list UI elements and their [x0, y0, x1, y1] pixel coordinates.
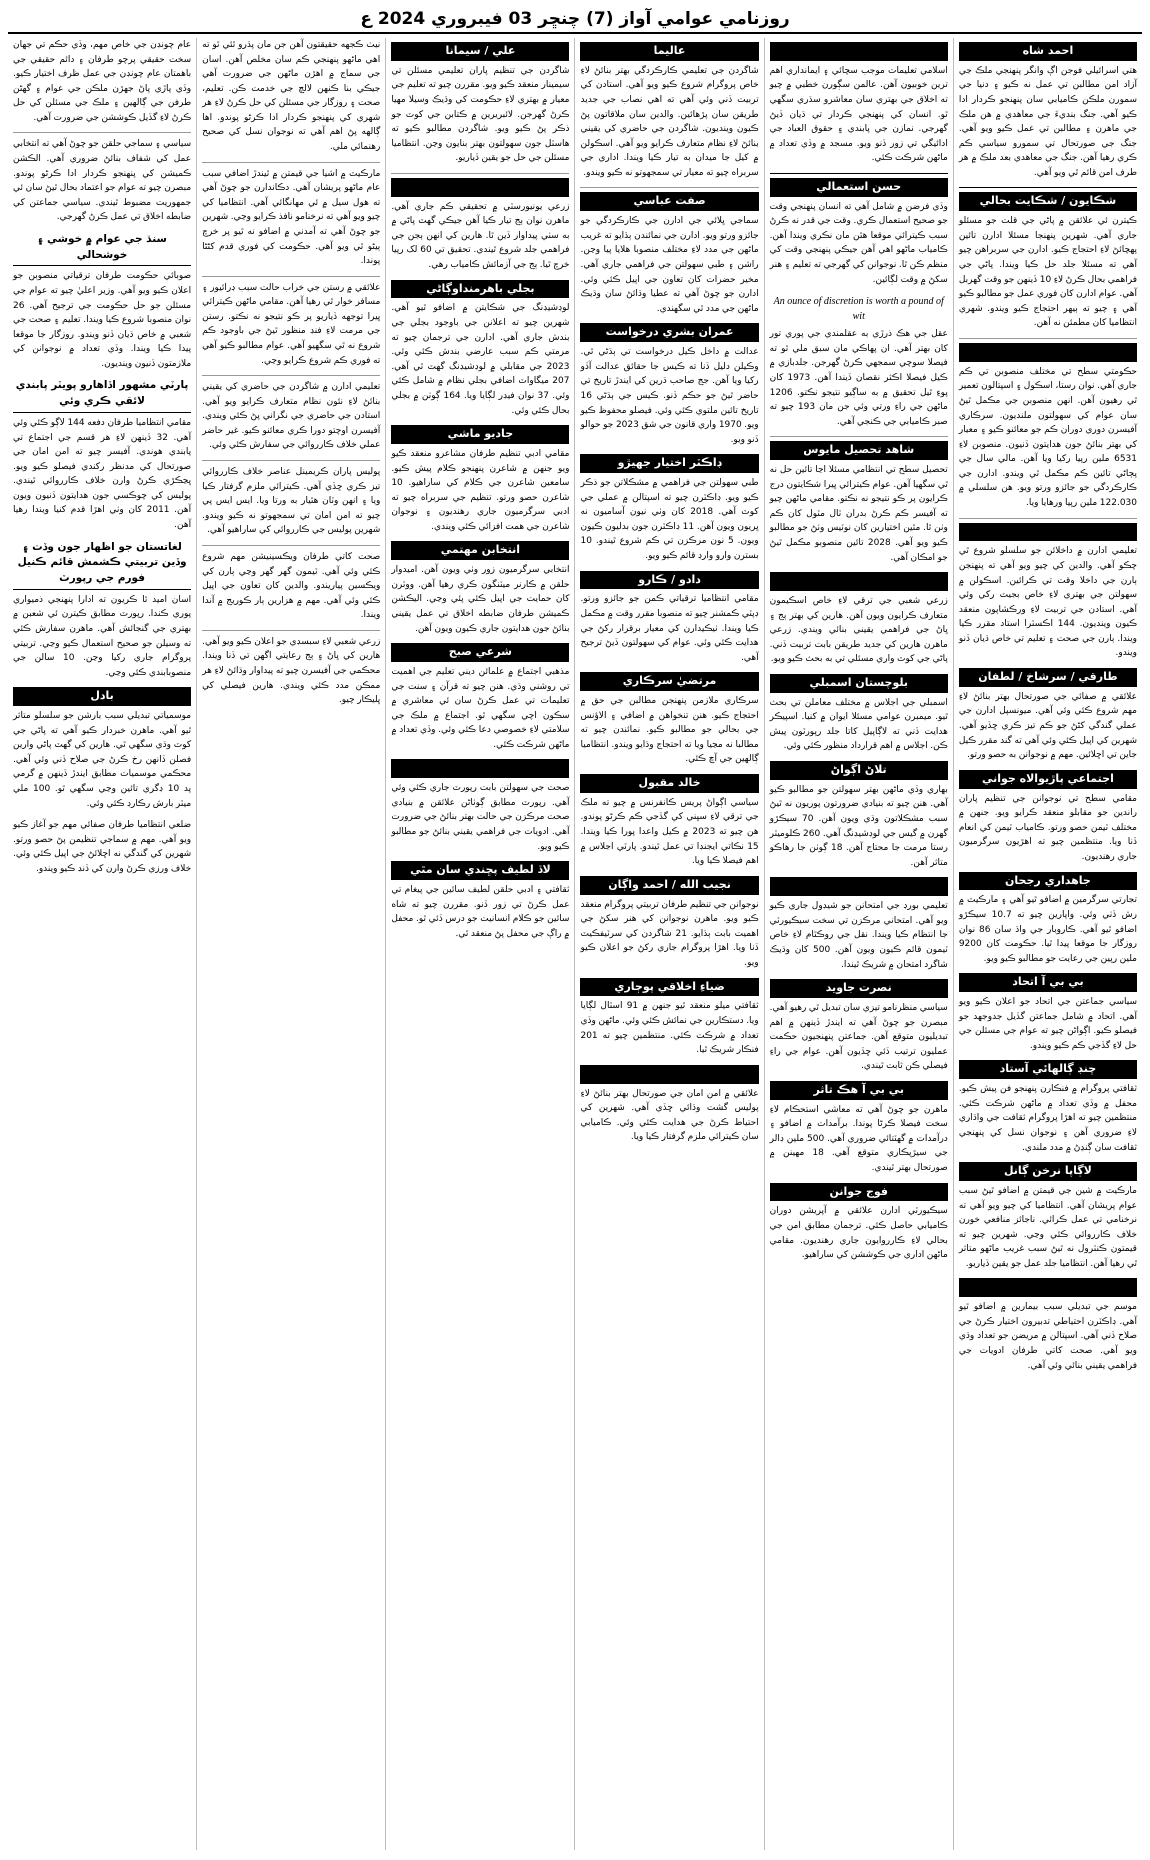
article-body: تحصيل سطح تي انتظامي مسئلا اڃا تائين حل نه ٿي سگهيا آهن. عوام ڪيترائي ڀيرا شڪايتون درج ڪرايون پر ڪو نتيجو نه نڪتو. مقامي ماڻهن چيو ته آفيسر ڪم ڪرڻ بدران ٽال مٽول کان ڪم وٺن ٿا. مٿين اختيارين کان نوٽيس وٺڻ جو مطالبو ڪيو ويو آهي. 2028 تائين منصوبو مڪمل ٿيڻ جو امڪان آهي.	[769, 465, 948, 563]
article-subhead: پارٽي مشهور اڏاهارو پويٽر پابندي لائقي ڪري وئي	[13, 378, 191, 413]
article-headline	[391, 759, 569, 778]
article	[202, 380, 380, 453]
article	[391, 178, 569, 273]
article	[391, 643, 569, 752]
article	[391, 759, 569, 854]
article	[959, 42, 1137, 180]
masthead	[8, 6, 1142, 34]
article-headline: اجتماعي پاڙيوالاه جواني	[959, 770, 1137, 789]
article	[580, 672, 758, 767]
article-headline: لاڏ لطيف پڇندي سان مٿي	[391, 861, 569, 880]
article-body: سياسي اڳواڻ پريس ڪانفرنس ۾ چيو ته ملڪ جي ترقي لاءِ سڀني کي گڏجي ڪم ڪرڻو پوندو. هن چيو ته 2023 ۾ ڪيل واعدا پورا ڪيا ويندا. 15 نڪاتي ايجنڊا تي عمل ٿيندو. پارٽي اجلاس ۾ اهم فيصلا ڪيا ويا.	[580, 797, 759, 867]
article-subhead: لغاتستان جو اظهار جون وڏت ۽ وڏين تربيتي ڪشمش قائم ڪنيل فورم جي رپورٽ	[13, 540, 191, 590]
article-body: ضلعي انتظاميا طرفان صفائي مهم جو آغاز ڪيو ويو آهي. مهم ۾ سماجي تنظيمن پڻ حصو ورتو. شهرين کي گندگي نه اڇلائڻ جي اپيل ڪئي وئي. خلاف ورزي ڪرڻ وارن کي ڏنڊ ڪيو ويندو.	[12, 820, 192, 874]
article-headline: صفت عباسي	[580, 192, 758, 211]
article-body: ماهرن جو چوڻ آهي ته معاشي استحڪام لاءِ سخت فيصلا ڪرڻا پوندا. برآمدات ۾ اضافو ۽ درآمدات ۾ گهٽتائي ضروري آهي. 500 ملين ڊالر جي سيڙپڪاري متوقع آهي. 18 مهينن ۾ صورتحال بهتر ٿيندي.	[769, 1104, 948, 1173]
divider	[770, 173, 948, 174]
masthead-title: روزنامي عوامي آواز (7) چنڇر 03 فيبروري 2024 ع	[360, 9, 790, 29]
article-headline: احمد شاه	[959, 42, 1137, 61]
divider	[959, 518, 1137, 519]
article-headline	[770, 42, 948, 61]
article	[580, 192, 758, 316]
divider	[959, 187, 1137, 188]
article	[959, 523, 1137, 661]
column-5	[196, 38, 385, 1850]
article-headline	[959, 343, 1137, 362]
article	[959, 1278, 1137, 1373]
article-body: علائقي ۾ امن امان جي صورتحال بهتر بنائڻ لاءِ پوليس گشت وڌائي ڇڏي آهي. شهرين کي احتياط ڪرڻ جي هدايت ڪئي وئي. ڪاميابي سان ڪيترائي ملزم گرفتار ڪيا ويا.	[580, 1088, 759, 1143]
article-body: سماجي ڀلائي جي ادارن جي ڪارڪردگي جو جائزو ورتو ويو. ادارن جي نمائندن ٻڌايو ته غريب ماڻهن جي مدد لاءِ مختلف منصوبا هلايا پيا وڃن. راشن ۽ طبي سهولتن جي فراهمي جاري آهي. مخير حضرات کان تعاون جي اپيل ڪئي وئي. ادارن جو چوڻ آهي ته عطيا وڌائڻ سان وڌيڪ ماڻهن جي مدد ٿي سگهندي.	[580, 216, 759, 314]
article	[959, 343, 1137, 511]
article-subhead: سنڌ جي عوام ۾ خوشي ۽ خوشحالي	[13, 232, 191, 267]
divider	[202, 545, 380, 546]
article-body: حڪومتي سطح تي مختلف منصوبن تي ڪم جاري آهي. نوان رستا، اسڪول ۽ اسپتالون تعمير ٿي رهيون آهن. انهن منصوبن جي مڪمل ٿيڻ سان عوام کي سهولتون ملنديون. سرڪاري آفيسرن دوري دوران ڪم جو معائنو ڪيو ۽ معيار کي بهتر بنائڻ جون هدايتون ڏنيون. منصوبن لاءِ 6531 ملين رپيا رکيا ويا آهن. مالي سال جي پڄاڻي تائين ڪم مڪمل ٿي ويندو. ادارن جي ڪارڪردگي جو جائزو ورتو ويو. هن سلسلي ۾ 122.030 ملين رپيا ورهايا ويا.	[958, 366, 1137, 508]
article-headline: شرعي صبح	[391, 643, 569, 662]
divider	[202, 162, 380, 163]
article	[391, 541, 569, 636]
article-headline	[770, 877, 948, 896]
article	[580, 42, 758, 180]
article	[580, 1065, 758, 1145]
article-body: سيڪيورٽي ادارن علائقي ۾ آپريشن دوران ڪاميابي حاصل ڪئي. ترجمان مطابق امن جي بحالي لاءِ ڪارروايون جاري رهنديون. مقامي ماڻهن اداري جي ڪوششن کي ساراهيو.	[769, 1206, 948, 1261]
column-1	[953, 38, 1142, 1850]
article	[580, 774, 758, 869]
article-body: صحت جي سهولتن بابت رپورٽ جاري ڪئي وئي آهي. رپورٽ مطابق ڳوٺاڻن علائقن ۾ بنيادي صحت مرڪزن جي حالت بهتر بنائڻ جي ضرورت آهي. ادويات جي فراهمي يقيني بنائڻ جو مطالبو ڪيو ويو.	[391, 783, 570, 852]
article-headline: علي / سيمانا	[391, 42, 569, 61]
divider	[202, 276, 380, 277]
article	[770, 979, 948, 1074]
article-body: ثقافتي ۽ ادبي حلقن لطيف سائين جي پيغام تي عمل ڪرڻ تي زور ڏنو. مقررن چيو ته شاه سائين جو ڪلام انسانيت جو درس ڏئي ٿو. محفل ۾ راڳ جي محفل پڻ منعقد ٿي.	[391, 885, 570, 939]
article	[770, 1081, 948, 1176]
article-headline: بادل	[13, 687, 191, 706]
article-body: اسمبلي جي اجلاس ۾ مختلف معاملن تي بحث ٿيو. ميمبرن عوامي مسئلا ايوان ۾ کنيا. اسپيڪر هدايت ڏني ته لاڳاپيل کاتا جلد رپورٽون پيش ڪن. اجلاس ۾ اهم قرارداد منظور ڪئي وئي.	[769, 697, 948, 752]
article-headline: ڊاڪٽر اختيار جهيڙو	[580, 454, 758, 473]
article	[959, 872, 1137, 967]
article-body: مذهبي اجتماع ۾ علمائن ديني تعليم جي اهميت تي روشني وڌي. هنن چيو ته قرآن ۽ سنت جي تعليمات تي عمل ڪرڻ سان ئي معاشري ۾ سڪون اچي سگهي ٿو. اجتماع ۾ ملڪ جي سلامتي لاءِ خصوصي دعا ڪئي وئي. وڏي تعداد ۾ ماڻهن شرڪت ڪئي.	[391, 666, 570, 750]
article-body: پوليس پاران ڪريمينل عناصر خلاف ڪارروائي تيز ڪري ڇڏي آهي. ڪيترائي ملزم گرفتار ڪيا ويا ۽ انهن وٽان هٿيار به ورتا ويا. ايس ايس پي چيو ته امن امان تي سمجهوتو نه ڪيو ويندو. شهرين پوليس جي ڪارروائي کي ساراهيو آهي.	[202, 467, 381, 536]
article-headline	[770, 572, 948, 591]
article-body: علائقي ۾ صفائي جي صورتحال بهتر بنائڻ لاءِ مهم شروع ڪئي وئي آهي. ميونسپل ادارن جي عملي گندگي کڻڻ جو ڪم تيز ڪري ڇڏيو آهي. شهرين کي اپيل ڪئي وئي آهي ته گند مقرر ڪيل جاين تي اڇلائين. مهم ۾ نوجوانن به حصو ورتو.	[958, 691, 1137, 761]
article	[959, 770, 1137, 865]
article-headline: تلاڻ اڳواڻ	[770, 761, 948, 780]
article-body: موسم جي تبديلي سبب بيمارين ۾ اضافو ٿيو آهي. ڊاڪٽرن احتياطي تدبيرون اختيار ڪرڻ جي صلاح ڏني آهي. اسپتالن ۾ مريضن جو تعداد وڌي ويو آهي. صحت کاتي طرفان ادويات جي فراهمي يقيني بنائي وئي آهي.	[958, 1302, 1137, 1371]
article-body: اسلامي تعليمات موجب سچائي ۽ ايمانداري اهم ترين خوبيون آهن. عالمن سڳورن خطبي ۾ چيو ته اخلاق جي بهتري سان معاشرو سڌري سگهي ٿو. انسان کي پنهنجي ڪردار تي ڌيان ڏيڻ گهرجي. نمازن جي پابندي ۽ حقوق العباد جي ادائيگي تي زور ڏنو ويو. مسجد ۾ وڏي تعداد ۾ ماڻهن شرڪت ڪئي.	[769, 65, 948, 164]
article-body: هتي اسرائيلي فوجن اڳ وانگر پنهنجي ملڪ جي آزاد امن مطالبن تي عمل نه ڪيو ۽ دنيا جي سمورن ملڪن ڪاميابي سان پنهنجو ڪردار ادا ڪيو آهي. جنگ بنديءَ جي معاهدي ۾ هن ملڪ جي ماهرن ۽ مطالبن تي عمل ڪيو ويو آهي. جنگ جي صورتحال تي سمورو سياسي ڪم ڪري رهيا آهن. جنگ جي معاهدي بعد ملڪ ۾ هر طرف امن قائم ٿي ويو آهي.	[958, 65, 1137, 178]
article-headline: دادو / ڪارو	[580, 571, 758, 590]
article	[580, 876, 758, 971]
article-body: تعليمي بورڊ جي امتحانن جو شيڊول جاري ڪيو ويو آهي. امتحاني مرڪزن تي سخت سيڪيورٽي جا انتظام ڪيا ويندا. نقل جي روڪٿام لاءِ خاص ٽيمون قائم ڪيون ويون آهن. 500 کان وڌيڪ شاگرد امتحان ۾ شريڪ ٿيندا.	[769, 901, 948, 970]
article-body: مقامي انتظاميا ترقياتي ڪمن جو جائزو ورتو. ڊپٽي ڪمشنر چيو ته منصوبا مقرر وقت ۾ مڪمل ڪيا ويندا. ٺيڪيدارن کي معيار برقرار رکڻ جي هدايت ڪئي وئي. عوام کي سهولتون ڏيڻ ترجيح آهي.	[580, 594, 759, 663]
article-body: سياسي ۽ سماجي حلقن جو چوڻ آهي ته انتخابي عمل کي شفاف بنائڻ ضروري آهي. الڪشن ڪميشن کي پنهنجو ڪردار ادا ڪرڻو پوندو. مبصرن چيو ته عوام جو اعتماد بحال ٿيڻ سان ئي جمهوريت مضبوط ٿيندي. سياسي جماعتن کي ضابطه اخلاق تي عمل ڪرڻ گهرجي.	[12, 139, 192, 223]
article-body: مارڪيٽ ۾ اشيا جي قيمتن ۾ ٿيندڙ اضافي سبب عام ماڻهو پريشان آهي. دڪاندارن جو چوڻ آهي ته هول سيل ۾ ئي مهانگائي آهي. انتظاميا کي چيو ويو آهي ته نرخنامو نافذ ڪرايو وڃي. شهرين جو چوڻ آهي ته آمدني ۾ اضافو نه ٿيو پر خرچ ٻيڻو ٿي ويو آهي. حڪومت کي فوري قدم کڻڻا پوندا.	[202, 168, 381, 267]
english-quote: An ounce of discretion is worth a pound of wit	[773, 296, 944, 323]
article	[391, 42, 569, 166]
article-body: طبي سهولتن جي فراهمي ۾ مشڪلاتن جو ذڪر ڪيو ويو. ڊاڪٽرن چيو ته اسپتالن ۾ عملي جي کوٽ آهي. 2018 کان وٺي نيون آساميون نه ڀريون ويون آهن. 11 ڊاڪٽرن جون بدليون ڪيون ويون. 5 نون مرڪزن تي ڪم شروع ٿيندو. 10 بسترن وارو وارڊ قائم ڪيو ويو.	[580, 478, 759, 561]
article-headline: بلوچستان اسمبلي	[770, 674, 948, 693]
article-body: مقامي ادبي تنظيم طرفان مشاعرو منعقد ڪيو ويو جنهن ۾ شاعرن پنهنجو ڪلام پيش ڪيو. سامعين شاعرن جي ڪلام کي ساراهيو. 10 شاعرن حصو ورتو. تنظيم جي سربراه چيو ته ادبي سرگرميون جاري رهنديون ۽ نوجوان شاعرن جي همت افزائي ڪئي ويندي.	[391, 448, 570, 532]
article-body: شاگردن جي تنظيم پاران تعليمي مسئلن تي سيمينار منعقد ڪيو ويو. مقررن چيو ته تعليم جي معيار ۾ بهتري لاءِ حڪومت کي وڌيڪ وسيلا مهيا ڪرڻ گهرجن. لائبريرين ۾ ڪتابن جي کوٽ جو ذڪر پڻ ڪيو ويو. شاگردن مطالبو ڪيو ته هاسٽل جون سهولتون بهتر بنايون وڃن. انتظاميا مسئلن جي حل جو يقين ڏياريو.	[391, 65, 570, 164]
article	[202, 465, 380, 538]
article-headline: جاديو ماشي	[391, 425, 569, 444]
columns-container	[8, 38, 1142, 1850]
article	[13, 540, 191, 681]
article-body: عقل جي هڪ ذرڙي به عقلمندي جي پوري تور کان بهتر آهي. ان پهاڪي مان سبق ملي ٿو ته فيصلا سوچي سمجهي ڪرڻ گهرجن. جلدبازي ۾ ڪيل فيصلا اڪثر نقصان ڏيندا آهن. 1973 کان پوءِ ٿيل تحقيق ۾ به ساڳيو نتيجو نڪتو. 1206 ماڻهن جي راءِ ورتي وئي جن مان 193 چيو ته صبر ڪاميابي جي ڪنجي آهي.	[769, 329, 948, 427]
article	[770, 178, 948, 287]
article	[202, 635, 380, 708]
article-body: صوبائي حڪومت طرفان ترقياتي منصوبن جو اعلان ڪيو ويو آهي. وزير اعليٰ چيو ته عوام جي مسئلن جو حل حڪومت جي ترجيح آهي. 26 نوان منصوبا شروع ڪيا ويندا. تعليم ۽ صحت جي شعبي ۾ خاص ڌيان ڏنو ويندو. روزگار جا موقعا پيدا ڪيا ويندا. وڏي تعداد ۾ نوجوانن کي ملازمتون ڏنيون وينديون.	[12, 271, 192, 369]
column-3	[574, 38, 763, 1850]
article-headline: نصرت جاويد	[770, 979, 948, 998]
article	[202, 550, 380, 623]
article	[770, 572, 948, 667]
article-body: عام چونڊن جي خاص مهم، وڏي حڪم تي جهان سخت حقيقي پرچو طرفان ۽ دائم حقيقي جي باهمتان عام چونڊن جي عمل ظرف اختيار ڪيو. وڏي پاڙي پاڻ جهڙن ملڪن جي عوام ۽ گهڻن طرفن جي ڳالهين ۽ ملڪ جي مسئلن کي حل ڪرڻ لاءِ گڏيل ڪوششن جي ضرورت آهي.	[12, 40, 192, 123]
article-body: ثقافتي پروگرام ۾ فنڪارن پنهنجو فن پيش ڪيو. محفل ۾ وڏي تعداد ۾ ماڻهن شرڪت ڪئي. منتظمين چيو ته اهڙا پروگرام ثقافت جي واڌاري لاءِ ضروري آهن ۽ نوجوان نسل کي پنهنجي ثقافت سان ڳنڍڻ ۾ مدد ملندي.	[958, 1084, 1137, 1153]
article-headline	[959, 1278, 1137, 1297]
article	[202, 167, 380, 269]
article-body: زرعي شعبي جي ترقي لاءِ خاص اسڪيمون متعارف ڪرايون ويون آهن. هارين کي بهتر ٻج ۽ ڀاڻ جي فراهمي يقيني بنائي ويندي. زرعي ماهرن هارين کي جديد طريقن بابت تربيت ڏني. پاڻي جي کوٽ واري مسئلي تي به بحث ڪيو ويو.	[769, 595, 948, 665]
article-body: انتخابي سرگرميون زور وٺي ويون آهن. اميدوار حلقن ۾ ڪارنر ميٽنگون ڪري رهيا آهن. ووٽرن کان حمايت جي اپيل ڪئي پئي وڃي. اليڪشن ڪميشن طرفان ضابطه اخلاق تي عمل يقيني بنائڻ جون هدايتون جاري ڪيون ويون آهن.	[391, 565, 570, 634]
article-body: مارڪيٽ ۾ شين جي قيمتن ۾ اضافو ٿيڻ سبب عوام پريشان آهي. انتظاميا کي چيو ويو آهي ته نرخنامي تي عمل ڪرائي. ناجائز منافعي خورن خلاف ڪارروائي ڪئي وڃي. شهرين چيو ته قيمتون ڪنٽرول نه ٿيڻ سبب غريب ماڻهو متاثر ٿي رهيا آهن. انتظاميا جلد عمل جو يقين ڏياريو.	[958, 1185, 1137, 1269]
divider	[959, 338, 1137, 339]
article-headline: انتخابن مهتمي	[391, 541, 569, 560]
article-body: سرڪاري ملازمن پنهنجن مطالبن جي حق ۾ احتجاج ڪيو. هنن تنخواهن ۾ اضافي ۽ الاؤنس جي بحالي جو مطالبو ڪيو. نمائندن چيو ته مطالبا نه مڃيا ويا ته احتجاج وڌايو ويندو. انتظاميا ڳالهين جي آڇ ڪئي.	[580, 696, 759, 765]
article-body: ثقافتي ميلو منعقد ٿيو جنهن ۾ 91 اسٽال لڳايا ويا. دستڪارين جي نمائش ڪئي وئي. ماڻهن وڏي تعداد ۾ شرڪت ڪئي. منتظمين چيو ته 201 فنڪار شريڪ ٿيا.	[580, 1001, 759, 1056]
article-body: مقامي سطح تي نوجوانن جي تنظيم پاران راندين جو مقابلو منعقد ڪرايو ويو. جنهن ۾ مختلف ٽيمن حصو ورتو. ڪامياب ٽيمن کي انعام ڏنا ويا. منتظمين چيو ته اهڙيون سرگرميون جاري رهنديون.	[958, 793, 1137, 862]
article-headline: فوج جوانن	[770, 1183, 948, 1202]
article	[391, 280, 569, 418]
column-6	[8, 38, 196, 1850]
article-body: تعليمي ادارن ۾ داخلائن جو سلسلو شروع ٿي چڪو آهي. والدين کي چيو ويو آهي ته پنهنجن ٻارن جي داخلا وقت تي ڪرائين. اسڪولن ۾ سهولتن جي بهتري لاءِ خاص بجيٽ رکي وئي آهي. استادن جي تربيت لاءِ ورڪشاپون منعقد ڪيون وينديون. 144 اڪسٽرا استاد مقرر ڪيا ويندا. ٻارن جي صحت ۽ تعليم تي خاص ڌيان ڏنو ويندو.	[958, 546, 1138, 659]
article-headline: جاهداري رجحان	[959, 872, 1137, 891]
article-headline: شاهد تحصيل مايوس	[770, 441, 948, 460]
article	[580, 323, 758, 447]
article	[580, 454, 758, 563]
article-body: نيٺ ڪجهه حقيقتون آهن جن مان پڌرو ٿئي ٿو ته اهي ماڻهو پنهنجي ڪم سان مخلص آهن. اسان جي سماج ۾ اهڙن ماڻهن جي ضرورت آهي جيڪي بنا ڪنهن لالچ جي خدمت ڪن. تعليم، صحت ۽ روزگار جي مسئلن کي حل ڪرڻ لاءِ هر شهري کي پنهنجو ڪردار ادا ڪرڻو پوندو. اها ڳالهه پڻ اهم آهي ته نوجوان نسل کي صحيح رهنمائي ملي.	[202, 40, 381, 153]
article	[959, 668, 1137, 763]
divider	[770, 436, 948, 437]
article-body: نوجوانن جي تنظيم طرفان تربيتي پروگرام منعقد ڪيو ويو. ماهرن نوجوانن کي هنر سکڻ جي اهميت بابت ٻڌايو. 21 شاگردن کي سرٽيفڪيٽ ڏنا ويا. اهڙا پروگرام جاري رکڻ جو اعلان ڪيو ويو.	[580, 899, 759, 968]
article-headline: بي بي آ هڪ تاثر	[770, 1081, 948, 1100]
divider	[202, 460, 380, 461]
article-headline	[580, 1065, 758, 1084]
article	[13, 38, 191, 125]
column-2	[764, 38, 953, 1850]
article	[13, 687, 191, 811]
article-headline: شڪايون / شڪايت بحالي	[959, 192, 1137, 211]
article-headline: نجيب الله / احمد واڳان	[580, 876, 758, 895]
quote-article	[770, 294, 948, 429]
article-body: تعليمي ادارن ۾ شاگردن جي حاضري کي يقيني بنائڻ لاءِ نئون نظام متعارف ڪرايو ويو آهي. استادن جي حاضري جي نگراني پڻ ڪئي ويندي. آفيسرن اوچتو دورا ڪري معائنو ڪيو. غير حاضر عملي خلاف ڪارروائي جي سفارش ڪئي وئي.	[202, 382, 381, 451]
article	[202, 38, 380, 155]
article	[770, 1183, 948, 1263]
article	[580, 571, 758, 666]
article	[959, 973, 1137, 1053]
article-headline: عاليما	[580, 42, 758, 61]
article-headline: عمران بشري درخواست	[580, 323, 758, 342]
article	[13, 818, 191, 876]
article-headline: چنڊ ڳالهائي آستاد	[959, 1060, 1137, 1079]
article	[959, 1060, 1137, 1155]
article	[770, 42, 948, 166]
article	[580, 978, 758, 1058]
article-headline: طارقي / سرشاخ / لطفان	[959, 668, 1137, 687]
article-body: صحت کاتي طرفان ويڪسينيشن مهم شروع ڪئي وئي آهي. ٽيمون گهر گهر وڃي ٻارن کي ويڪسين پياريندو. والدين کان تعاون جي اپيل ڪئي وئي آهي. مهم ۾ هزارين ٻار ڪوريج ۾ آندا ويندا.	[202, 551, 381, 621]
article	[391, 425, 569, 534]
article	[770, 877, 948, 972]
article-body: موسمياتي تبديلي سبب بارشن جو سلسلو متاثر ٿيو آهي. ماهرن خبردار ڪيو آهي ته پاڻي جي کوٽ وڌي سگهي ٿي. هارين کي گهٽ پاڻي وارين فصلن ڏانهن رخ ڪرڻ جي صلاح ڏني وئي آهي. محڪمي موسميات مطابق ايندڙ ڏينهن ۾ گرمي پد 10 ڊگري تائين وڃي سگهي ٿو. 100 ملي ميٽر بارش رڪارڊ ڪئي وئي.	[12, 711, 192, 809]
article-headline: لاڳاپا نرخن ڳانل	[959, 1162, 1137, 1181]
article-body: ڪيترن ئي علائقن ۾ پاڻي جي قلت جو مسئلو جاري آهي. شهرين پنهنجا مسئلا ادارن تائين پهچائڻ لاءِ احتجاج ڪيو. ادارن جي سربراهن چيو آهي ته مسئلا جلد حل ڪيا ويندا. پاڻي جي فراهمي بحال ڪرڻ لاءِ 10 ڏينهن جو وقت گهربل آهي. عوام ادارن کان فوري عمل جو مطالبو ڪيو آهي ۽ چيو ته ٻيهر احتجاج ڪيو ويندو. شهري انتظاميا کان مطمئن نه آهن.	[958, 216, 1138, 329]
article-body: وڏي فرضن ۾ شامل آهي ته انسان پنهنجي وقت جو صحيح استعمال ڪري. وقت جي قدر نه ڪرڻ سبب ڪيترائي موقعا هٿن مان نڪري ويندا آهن. ڪامياب ماڻهو اهي آهن جيڪي پنهنجي وقت کي منظم ڪن ٿا. نوجوانن کي گهرجي ته تعليم ۽ هنر سکڻ ۾ وقت لڳائين.	[769, 201, 948, 285]
article-headline: حسن استعمالي	[770, 178, 948, 197]
article-body: تجارتي سرگرمين ۾ اضافو ٿيو آهي ۽ مارڪيٽ ۾ رش ڏٺي وئي. واپارين چيو ته 10.7 سيڪڙو اضافو ٿيو آهي. ڪاروبار جي واڌ سان 86 نوان روزگار جا موقعا پيدا ٿيا. حڪومت کان 9200 ملين رپين جي رعايت جو مطالبو ڪيو ويو.	[958, 895, 1137, 964]
article-headline: مرتضيٰ سرڪاري	[580, 672, 758, 691]
column-4	[385, 38, 574, 1850]
divider	[202, 630, 380, 631]
divider	[391, 173, 569, 174]
article	[770, 761, 948, 870]
article-body: لوڊشيڊنگ جي شڪايتن ۾ اضافو ٿيو آهي. شهرين چيو ته اعلانن جي باوجود بجلي جي بندش جاري آهي. ادارن جي ترجمان چيو ته مرمتي ڪم سبب عارضي بندش ڪئي وئي. 2023 جي مقابلي ۾ لوڊشيڊنگ گهٽ ٿي آهي. 207 ميگاواٽ اضافي بجلي نظام ۾ شامل ڪئي وئي. 37 نوان فيڊر لڳايا ويا. 164 ڳوٺن ۾ بجلي بحال ڪئي وئي.	[391, 303, 570, 416]
article	[959, 1162, 1137, 1271]
article-headline	[959, 523, 1137, 542]
article	[13, 378, 191, 532]
article-body: سياسي جماعتن جي اتحاد جو اعلان ڪيو ويو آهي. اتحاد ۾ شامل جماعتن گڏيل جدوجهد جو فيصلو ڪيو. اڳواڻن چيو ته عوام جي مسئلن جي حل لاءِ گڏجي ڪم ڪيو ويندو.	[958, 997, 1137, 1051]
article	[770, 441, 948, 565]
article-headline	[391, 178, 569, 197]
article	[391, 861, 569, 941]
article	[959, 192, 1137, 330]
article-body: علائقي ۾ رستن جي خراب حالت سبب ڊرائيور ۽ مسافر خوار ٿي رهيا آهن. مقامي ماڻهن ڪيترائي ڀيرا توجهه ڏياريو پر ڪو نتيجو نه نڪتو. رستن جي مرمت لاءِ فنڊ منظور ٿيڻ جي باوجود ڪم شروع نه ٿي سگهيو آهي. عوام مطالبو ڪيو آهي ته فوري ڪم شروع ڪرايو وڃي.	[202, 282, 381, 366]
article-body: اسان اميد ٿا ڪريون ته ادارا پنهنجي ذميواري پوري ڪندا. رپورٽ مطابق ڪيترن ئي شعبن ۾ بهتري جي گنجائش آهي. ماهرن سفارش ڪئي ته وسيلن جو صحيح استعمال ڪيو وڃي. تربيتي پروگرام جاري رکيا وڃن. 10 سالن جي منصوبابندي ڪئي وڃي.	[12, 594, 192, 678]
article	[13, 232, 191, 372]
article-body: زرعي شعبي لاءِ سبسڊي جو اعلان ڪيو ويو آهي. هارين کي ڀاڻ ۽ ٻج رعايتي اگهن تي ڏنا ويندا. محڪمي جي آفيسرن چيو ته پيداوار وڌائڻ لاءِ هر ممڪن مدد ڪئي ويندي. هارين فيصلي کي ڀليڪار چيو.	[202, 636, 381, 706]
article-body: بهاري وڏي ماڻهن بهتر سهولتن جو مطالبو ڪيو آهي. هنن چيو ته بنيادي ضرورتون پوريون نه ٿيڻ سبب مشڪلاتون وڌي ويون آهن. 70 سيڪڙو گهرن ۾ گيس جي لوڊشيڊنگ آهي. 260 ڪلوميٽر رستا مرمت جا محتاج آهن. 18 ڳوٺن جا رهاڪو متاثر آهن.	[769, 784, 948, 868]
article-headline: بي بي آ اتحاد	[959, 973, 1137, 992]
article	[13, 137, 191, 224]
article	[770, 674, 948, 754]
divider	[580, 187, 758, 188]
article	[202, 281, 380, 368]
divider	[202, 375, 380, 376]
article-headline: خالد مقبول	[580, 774, 758, 793]
article-body: عدالت ۾ داخل ڪيل درخواست تي ٻڌڻي ٿي. وڪيلن دليل ڏنا ته ڪيس جا حقائق عدالت آڏو رکيا ويا آهن. جج صاحب ڌرين کي ايندڙ تاريخ تي حاضر ٿيڻ جو حڪم ڏنو. ڪيس جي ٻڌڻي 16 تاريخ تائين ملتوي ڪئي وئي. فيصلو محفوظ ڪيو ويو. 1970 واري قانون جي شق 2023 جو حوالو ڏنو ويو.	[580, 347, 759, 445]
article-body: شاگردن جي تعليمي ڪارڪردگي بهتر بنائڻ لاءِ خاص پروگرام شروع ڪيو ويو آهي. استادن کي تربيت ڏني وئي آهي ته اهي نصاب جي جديد طريقن سان پڙهائين. والدين سان ملاقاتون پڻ ڪيون وينديون. شاگردن جي حاضري کي يقيني بنائڻ لاءِ نظام متعارف ڪرايو ويو آهي. اسڪولن ۾ کيل جا ميدان به تيار ڪيا ويندا. اداري جي سربراه چيو ته معيار تي سمجهوتو نه ڪيو ويندو.	[580, 65, 759, 178]
article-body: مقامي انتظاميا طرفان دفعه 144 لاڳو ڪئي وئي آهي. 32 ڏينهن لاءِ هر قسم جي اجتماع تي پابندي هوندي. آفيسر چيو ته امن امان جي صورتحال کي مدنظر رکندي فيصلو ڪيو ويو. ڀڃڪڙي ڪرڻ وارن خلاف ڪارروائي ٿيندي. پوليس کي چوڪسي جون هدايتون ڏنيون ويون آهن. 2011 کان وٺي اهڙا قدم کنيا ويندا رهيا آهن.	[12, 417, 192, 531]
article-headline: ضياءِ اخلاقي پوڄاري	[580, 978, 758, 997]
divider	[13, 132, 191, 133]
article-body: زرعي يونيورسٽي ۾ تحقيقي ڪم جاري آهي. ماهرن نوان ٻج تيار ڪيا آهن جيڪي گهٽ پاڻي ۾ به سٺي پيداوار ڏين ٿا. هارين کي انهن ٻجن جي فراهمي جلد شروع ٿيندي. تحقيق تي 60 لک رپيا خرچ ٿيا. ٻج جي آزمائش ڪامياب رهي.	[391, 201, 570, 271]
article-body: سياسي منظرنامو تيزي سان تبديل ٿي رهيو آهي. مبصرن جو چوڻ آهي ته ايندڙ ڏينهن ۾ اهم تبديليون متوقع آهن. جماعتن پنهنجيون حڪمت عمليون ترتيب ڏئي ڇڏيون آهن. عوام جي راءِ فيصلي ڪن ثابت ٿيندي.	[769, 1002, 948, 1072]
article-headline: بجلي باهرمنداوڳاڻي	[391, 280, 569, 299]
